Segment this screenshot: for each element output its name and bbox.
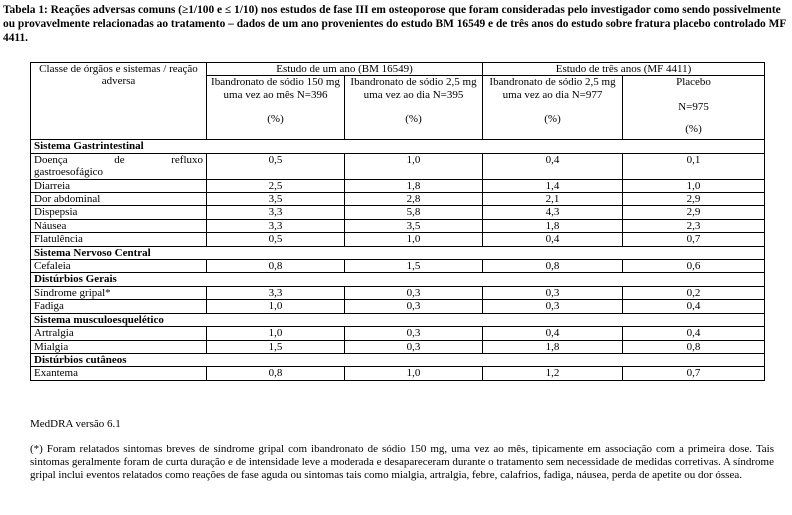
value-cell: 1,0	[345, 233, 483, 246]
header-row-studies	[31, 63, 765, 76]
value-cell: 2,3	[623, 219, 765, 232]
value-cell: 2,8	[345, 193, 483, 206]
value-cell: 1,8	[483, 340, 623, 353]
table-row	[31, 327, 765, 340]
value-cell: 0,3	[345, 300, 483, 313]
footnote-paragraph-1	[30, 443, 774, 482]
meddra-version: MedDRA versão 6.1	[30, 418, 121, 430]
value-cell: 1,0	[345, 367, 483, 380]
value-cell: 0,5	[207, 233, 345, 246]
reaction-label: Síndrome gripal*	[31, 286, 207, 299]
value-cell: 1,4	[483, 179, 623, 192]
value-cell: 3,3	[207, 286, 345, 299]
table-row	[31, 219, 765, 232]
reaction-label: Flatulência	[31, 233, 207, 246]
table-row	[31, 179, 765, 192]
study-three-year-header: Estudo de três anos (MF 4411)	[483, 63, 765, 76]
value-cell: 1,2	[483, 367, 623, 380]
table-caption: Tabela 1: Reações adversas comuns (≥1/100 e ≤ 1/10) nos estudos de fase III em osteoporose que foram consideradas pelo investigador como sendo possivelmente ou provavelmente relacionadas ao tratamento – dados de um ano provenientes do estudo BM 16549 e de três anos do estudo sobre fratura placebo controlado MF 4411.	[3, 4, 786, 44]
table-row	[31, 300, 765, 313]
column-header-ibandronate-150-monthly	[207, 76, 345, 140]
value-cell: 0,8	[483, 260, 623, 273]
value-cell: 0,3	[483, 300, 623, 313]
reaction-label: Fadiga	[31, 300, 207, 313]
reaction-label-word: refluxo	[171, 153, 203, 166]
value-cell: 0,8	[207, 367, 345, 380]
column-label: Ibandronato de sódio 2,5 mg uma vez ao dia N=395	[350, 76, 477, 101]
table-row	[31, 367, 765, 380]
value-cell: 2,9	[623, 193, 765, 206]
value-cell: 0,7	[623, 367, 765, 380]
value-cell: 3,3	[207, 219, 345, 232]
column-unit: (%)	[685, 123, 702, 136]
table-row	[31, 206, 765, 219]
value-cell: 3,5	[207, 193, 345, 206]
group-row	[31, 273, 765, 286]
study-one-year-header: Estudo de um ano (BM 16549)	[207, 63, 483, 76]
value-cell: 0,4	[483, 327, 623, 340]
table-row	[31, 286, 765, 299]
reaction-label: Dispepsia	[31, 206, 207, 219]
column-label: Ibandronato de sódio 2,5 mg uma vez ao dia N=977	[489, 76, 616, 101]
value-cell: 4,3	[483, 206, 623, 219]
value-cell: 1,0	[207, 300, 345, 313]
column-n: N=975	[678, 100, 709, 113]
column-unit: (%)	[544, 113, 561, 126]
reaction-label: Artralgia	[31, 327, 207, 340]
reaction-label: Náusea	[31, 219, 207, 232]
reaction-label: Dor abdominal	[31, 193, 207, 206]
value-cell: 5,8	[345, 206, 483, 219]
group-name: Sistema musculoesquelético	[31, 313, 765, 326]
value-cell: 0,3	[345, 340, 483, 353]
value-cell: 0,4	[483, 153, 623, 179]
group-row	[31, 140, 765, 153]
group-name: Sistema Gastrintestinal	[31, 140, 765, 153]
value-cell: 0,6	[623, 260, 765, 273]
group-name: Distúrbios Gerais	[31, 273, 765, 286]
group-name: Distúrbios cutâneos	[31, 353, 765, 366]
value-cell: 1,5	[345, 260, 483, 273]
value-cell: 2,5	[207, 179, 345, 192]
column-unit: (%)	[405, 113, 422, 126]
column-header-ibandronate-2-5-daily-mf	[483, 76, 623, 140]
column-label: Placebo	[676, 76, 711, 89]
value-cell: 1,8	[345, 179, 483, 192]
value-cell: 0,3	[345, 327, 483, 340]
group-row	[31, 353, 765, 366]
value-cell: 0,7	[623, 233, 765, 246]
value-cell: 1,0	[623, 179, 765, 192]
footnote	[30, 443, 774, 482]
value-cell: 2,9	[623, 206, 765, 219]
value-cell: 0,4	[623, 300, 765, 313]
table-body	[31, 63, 765, 381]
value-cell: 0,3	[345, 286, 483, 299]
group-row	[31, 313, 765, 326]
group-row	[31, 246, 765, 259]
table-row	[31, 233, 765, 246]
table-row	[31, 153, 765, 179]
value-cell: 1,0	[345, 153, 483, 179]
reaction-label	[31, 153, 207, 179]
adverse-reactions-table	[30, 62, 765, 381]
value-cell: 1,5	[207, 340, 345, 353]
value-cell: 0,2	[623, 286, 765, 299]
column-label: Ibandronato de sódio 150 mg uma vez ao mês N=396	[211, 76, 340, 101]
value-cell: 0,4	[483, 233, 623, 246]
value-cell: 3,3	[207, 206, 345, 219]
value-cell: 1,8	[483, 219, 623, 232]
value-cell: 0,3	[483, 286, 623, 299]
column-unit: (%)	[267, 113, 284, 126]
reaction-label: Mialgia	[31, 340, 207, 353]
class-header: Classe de órgãos e sistemas / reação adversa	[31, 63, 207, 140]
column-header-placebo	[623, 76, 765, 140]
value-cell: 3,5	[345, 219, 483, 232]
value-cell: 0,8	[207, 260, 345, 273]
reaction-label-line	[34, 154, 203, 166]
table-row	[31, 340, 765, 353]
reaction-label-word: Doença	[34, 153, 68, 166]
reaction-label: Diarreia	[31, 179, 207, 192]
reaction-label: Cefaleia	[31, 260, 207, 273]
reaction-label: Exantema	[31, 367, 207, 380]
table-row	[31, 260, 765, 273]
table-row	[31, 193, 765, 206]
reaction-label-rest: gastroesofágico	[34, 166, 104, 179]
value-cell: 0,1	[623, 153, 765, 179]
value-cell: 0,4	[623, 327, 765, 340]
value-cell: 0,8	[623, 340, 765, 353]
footnote-text-2: A síndrome gripal inclui eventos relatados como reações de fase aguda ou sintomas tais como mialgia, artralgia, febre, calafrios, fadiga, náusea, perda de apetite ou dor óssea.	[30, 456, 774, 481]
value-cell: 1,0	[207, 327, 345, 340]
group-name: Sistema Nervoso Central	[31, 246, 765, 259]
column-header-ibandronate-2-5-daily-bm	[345, 76, 483, 140]
footnote-text-1: (*) Foram relatados sintomas breves de síndrome gripal com ibandronato de sódio 150 mg, uma vez ao mês, tipicamente em associação com a primeira dose. Tais sintomas geralmente foram de curta duração e de intensidade leve a moderada e desapareceram durante o tratamento sem necessidade de medidas corretivas.	[30, 443, 774, 468]
value-cell: 0,5	[207, 153, 345, 179]
reaction-label-word: de	[114, 153, 125, 166]
value-cell: 2,1	[483, 193, 623, 206]
